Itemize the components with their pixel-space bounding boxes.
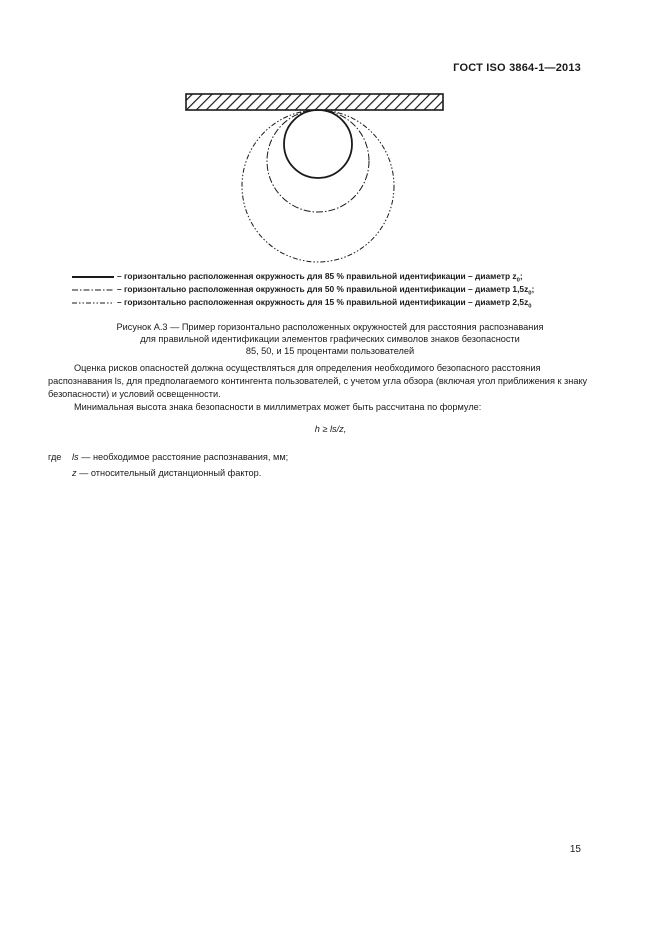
where-label: где (48, 452, 62, 462)
definition-z: z — относительный дистанционный фактор. (72, 468, 262, 478)
caption-line-3: 85, 50, и 15 процентами пользователей (245, 346, 415, 356)
definition-ls: ls — необходимое расстояние распознавания, мм; (72, 452, 289, 462)
hatched-surface (186, 94, 443, 110)
page-number: 15 (569, 844, 581, 855)
circle-15-percent (242, 110, 394, 262)
document-id: ГОСТ ISO 3864-1—2013 (453, 62, 581, 74)
caption-line-1: Рисунок А.3 — Пример горизонтально расположенных окружностей для расстояния распознавания (116, 322, 544, 332)
figure-caption (60, 321, 600, 357)
paragraph-risk-assessment: Оценка рисков опасностей должна осуществляться для определения необходимого безопасного расстояния распознавания ls, для предполагаемого контингента пользователей, с учетом угла обзора (включая угол приближения к знаку безопасности) и условий освещенности. (48, 363, 588, 399)
legend-item-85: – горизонтально расположенная окружность для 85 % правильной идентификации – диаметр $z_0$; (72, 271, 523, 284)
legend-item-50: – горизонтально расположенная окружность для 50 % правильной идентификации – диаметр $1,5z_0$; (72, 284, 534, 297)
dash-dot-line-icon (72, 287, 114, 293)
formula: h ≥ ls/z, (314, 424, 347, 434)
circle-85-percent (284, 110, 352, 178)
legend-item-15: – горизонтально расположенная окружность для 15 % правильной идентификации – диаметр $2,5z_0$ (72, 297, 532, 310)
circles-figure (160, 86, 460, 266)
circle-50-percent (267, 110, 369, 212)
paragraph-min-height: Минимальная высота знака безопасности в миллиметрах может быть рассчитана по формуле: (74, 402, 482, 412)
caption-line-2: для правильной идентификации элементов графических символов знаков безопасности (140, 334, 520, 344)
dash-dot-dot-line-icon (72, 300, 114, 306)
solid-line-icon (72, 274, 114, 280)
